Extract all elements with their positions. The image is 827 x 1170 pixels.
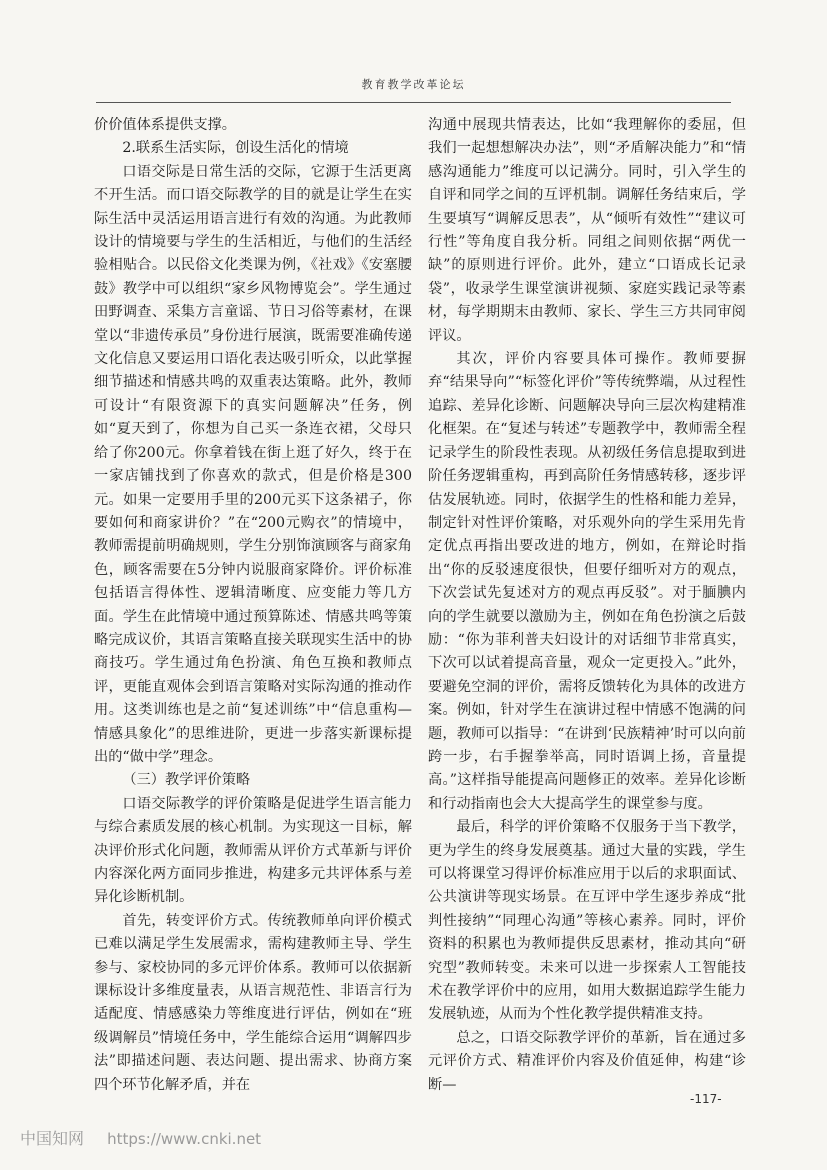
paragraph-right-1: 沟通中展现共情表达，比如“我理解你的委屈，但我们一起想想解决办法”，则“矛盾解决能力”和“情感沟通能力”维度可以记满分。同时，引入学生的自评和同学之间的互评机制。调解任务结束后，学生要填写“调解反思表”，从“倾听有效性”“建议可行性”等角度自我分析。同组之间则依据“两优一缺”的原则进行评价。此外，建立“口语成长记录袋”，收录学生课堂演讲视频、家庭实践记录等素材，每学期期末由教师、家长、学生三方共同审阅评议。: [428, 117, 746, 344]
watermark-brand: 中国知网: [20, 1129, 85, 1148]
page-number: -117-: [690, 1092, 722, 1106]
left-column: [94, 114, 412, 1097]
paragraph-right-3: 最后，科学的评价策略不仅服务于当下教学，更为学生的终身发展奠基。通过大量的实践，学生可以将课堂习得评价标准应用于以后的求职面试、公共演讲等现实场景。在互评中学生逐步养成“批判性接纳”“同理心沟通”等核心素养。同时，评价资料的积累也为教师提供反思素材，推动其向“研究型”教师转变。未来可以进一步探索人工智能技术在教学评价中的应用，如用大数据追踪学生能力发展轨迹，从而为个性化教学提供精准支持。: [428, 819, 746, 1023]
right-column: [428, 114, 746, 1097]
running-header: 教育教学改革论坛: [361, 78, 466, 91]
paragraph-right-2: 其次，评价内容要具体可操作。教师要摒弃“结果导向”“标签化评价”等传统弊端，从过程性追踪、差异化诊断、问题解决导向三层次构建精准化框架。在“复述与转述”专题教学中，教师需全程记录学生的阶段性表现。从初级任务信息提取到进阶任务逻辑重构，再到高阶任务情感转移，逐步评估发展轨迹。同时，依据学生的性格和能力差异，制定针对性评价策略，对乐观外向的学生采用先肯定优点再指出要改进的地方，例如，在辩论时指出“你的反驳速度很快，但要仔细听对方的观点，下次尝试先复述对方的观点再反驳”。对于腼腆内向的学生就要以激励为主，例如在角色扮演之后鼓励：“你为菲利普夫妇设计的对话细节非常真实，下次可以试着提高音量，观众一定更投入。”此外，要避免空洞的评价，需将反馈转化为具体的改进方案。例如，针对学生在演讲过程中情感不饱满的问题，教师可以指导：“在讲到‘民族精神’时可以向前跨一步，右手握拳举高，同时语调上扬，音量提高。”这样指导能提高问题修正的效率。差异化诊断和行动指南也会大大提高学生的课堂参与度。: [428, 351, 746, 812]
paragraph-left-1: 价价值体系提供支撑。: [94, 117, 236, 133]
paragraph-left-2: 口语交际是日常生活的交际，它源于生活更离不开生活。而口语交际教学的目的就是让学生在实际生活中灵活运用语言进行有效的沟通。为此教师设计的情境要与学生的生活相近，与他们的生活经验相贴合。以民俗文化类课为例，《社戏》《安塞腰鼓》教学中可以组织“家乡风物博览会”。学生通过田野调查、采集方言童谣、节日习俗等素材，在课堂以“非遗传承员”身份进行展演，既需要准确传递文化信息又要运用口语化表达吸引听众，以此掌握细节描述和情感共鸣的双重表达策略。此外，教师可设计“有限资源下的真实问题解决”任务，例如“夏天到了，你想为自己买一条连衣裙，父母只给了你200元。你拿着钱在街上逛了好久，终于在一家店铺找到了你喜欢的款式，但是价格是300元。如果一定要用手里的200元买下这条裙子，你要如何和商家讲价？”在“200元购衣”的情境中，教师需提前明确规则，学生分别饰演顾客与商家角色，顾客需要在5分钟内说服商家降价。评价标准包括语言得体性、逻辑清晰度、应变能力等几方面。学生在此情境中通过预算陈述、情感共鸣等策略完成议价，其语言策略直接关联现实生活中的协商技巧。学生通过角色扮演、角色互换和教师点评，更能直观体会到语言策略对实际沟通的推动作用。这类训练也是之前“复述训练”中“信息重构—情感具象化”的思维进阶，更进一步落实新课标提出的“做中学”理念。: [94, 163, 412, 765]
section-heading-2: 2.联系生活实际，创设生活化的情境: [122, 140, 349, 157]
cnki-watermark: [20, 1126, 261, 1149]
paragraph-left-4: 首先，转变评价方式。传统教师单向评价模式已难以满足学生发展需求，需构建教师主导、学生参与、家校协同的多元评价体系。教师可以依据新课标设计多维度量表，从语言规范性、非语言行为适配度、情感感染力等维度进行评估，例如在“班级调解员”情境任务中，学生能综合运用“调解四步法”即描述问题、表达问题、提出需求、协商方案四个环节化解矛盾，并在: [94, 912, 412, 1093]
watermark-url: https://www.cnki.net: [107, 1130, 262, 1148]
header-rule: [96, 102, 731, 103]
section-heading-3: （三）教学评价策略: [122, 772, 251, 789]
paragraph-right-4: 总之，口语交际教学评价的革新，旨在通过多元评价方式、精准评价内容及价值延伸，构建“诊断—: [428, 1029, 746, 1093]
paragraph-left-3: 口语交际教学的评价策略是促进学生语言能力与综合素质发展的核心机制。为实现这一目标，解决评价形式化问题，教师需从评价方式革新与评价内容深化两方面同步推进，构建多元共评体系与差异化诊断机制。: [94, 795, 412, 906]
